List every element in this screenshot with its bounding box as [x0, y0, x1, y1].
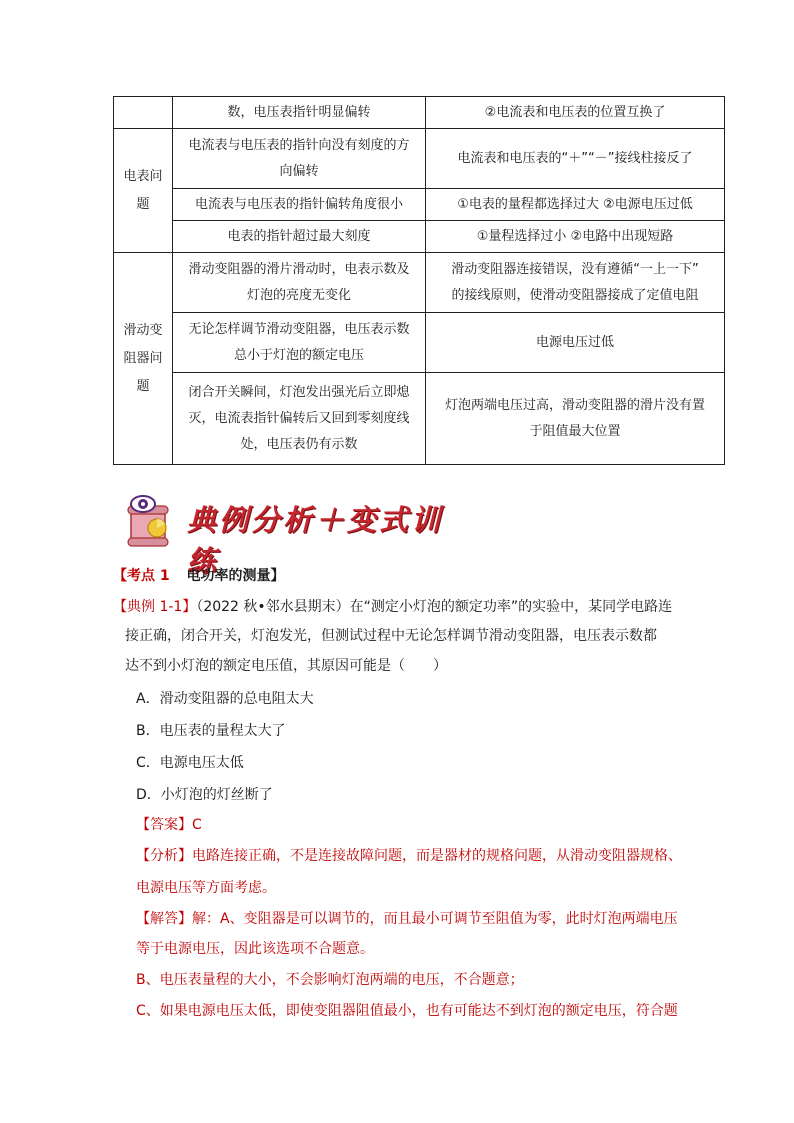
table-row: [114, 373, 725, 465]
option-d: D．小灯泡的灯丝断了: [136, 787, 273, 803]
option-b: B．电压表的量程太大了: [136, 723, 286, 739]
option-c: C．电源电压太低: [136, 755, 244, 771]
table-row: [114, 313, 725, 373]
analysis-tag: 【分析】: [136, 848, 192, 864]
option-a: A．滑动变阻器的总电阻太大: [136, 691, 314, 707]
table-row: [114, 189, 725, 221]
example-question-line: 【典例 1-1】（2022 秋•邻水县期末）在“测定小灯泡的额定功率”的实验中，某同学电路连: [113, 599, 673, 615]
symptom-cell: 电表的指针超过最大刻度: [173, 221, 426, 253]
solution-tag: 【解答】: [136, 911, 192, 927]
symptom-cell: 电流表与电压表的指针向没有刻度的方 向偏转: [173, 129, 426, 189]
example-question-line: 达不到小灯泡的额定电压值，其原因可能是（ ）: [125, 658, 447, 674]
solution-line: C、如果电源电压太低，即使变阻器阻值最小，也有可能达不到灯泡的额定电压，符合题: [136, 1003, 678, 1019]
banner-title: 典例分析＋变式训练: [187, 503, 444, 578]
symptom-cell: 无论怎样调节滑动变阻器，电压表示数 总小于灯泡的额定电压: [173, 313, 426, 373]
answer-tag: 【答案】: [136, 817, 192, 833]
solution-line: 【解答】解：A、变阻器是可以调节的，而且最小可调节至阻值为零，此时灯泡两端电压: [136, 911, 678, 927]
solution-line: B、电压表量程的大小，不会影响灯泡两端的电压，不合题意；: [136, 972, 524, 988]
answer-value: C: [192, 817, 202, 833]
cause-cell: ②电流表和电压表的位置互换了: [426, 97, 725, 129]
solution-line: 等于电源电压，因此该选项不合题意。: [136, 941, 374, 957]
cause-cell: 灯泡两端电压过高，滑动变阻器的滑片没有置 于阻值最大位置: [426, 373, 725, 465]
table-row: [114, 253, 725, 313]
answer-line: [136, 815, 202, 835]
analysis-line: 电源电压等方面考虑。: [136, 880, 276, 896]
fault-table: [113, 96, 725, 465]
cause-cell: 电源电压过低: [426, 313, 725, 373]
table-row: [114, 129, 725, 189]
table-row: [114, 221, 725, 253]
scroll-eye-icon: [125, 492, 181, 548]
category-cell-empty: [114, 97, 173, 129]
example-tag: 【典例 1-1】: [113, 599, 197, 615]
category-cell-rheostat: 滑动变 阻器问 题: [114, 253, 173, 465]
symptom-cell: 数，电压表指针明显偏转: [173, 97, 426, 129]
analysis-line: 【分析】电路连接正确，不是连接故障问题，而是器材的规格问题，从滑动变阻器规格、: [136, 848, 682, 864]
example-question-line: 接正确，闭合开关，灯泡发光，但测试过程中无论怎样调节滑动变阻器，电压表示数都: [125, 628, 657, 644]
section-heading: 【考点 1 电功率的测量】: [113, 568, 285, 584]
cause-cell: 电流表和电压表的“＋”“－”接线柱接反了: [426, 129, 725, 189]
cause-cell: ①量程选择过小 ②电路中出现短路: [426, 221, 725, 253]
symptom-cell: 闭合开关瞬间，灯泡发出强光后立即熄 灭，电流表指针偏转后又回到零刻度线 处，电压表仍有示数: [173, 373, 426, 465]
table-row: [114, 97, 725, 129]
category-cell-meter: 电表问 题: [114, 129, 173, 253]
cause-cell: ①电表的量程都选择过大 ②电源电压过低: [426, 189, 725, 221]
cause-cell: 滑动变阻器连接错误，没有遵循“一上一下” 的接线原则，使滑动变阻器接成了定值电阻: [426, 253, 725, 313]
symptom-cell: 电流表与电压表的指针偏转角度很小: [173, 189, 426, 221]
symptom-cell: 滑动变阻器的滑片滑动时，电表示数及 灯泡的亮度无变化: [173, 253, 426, 313]
